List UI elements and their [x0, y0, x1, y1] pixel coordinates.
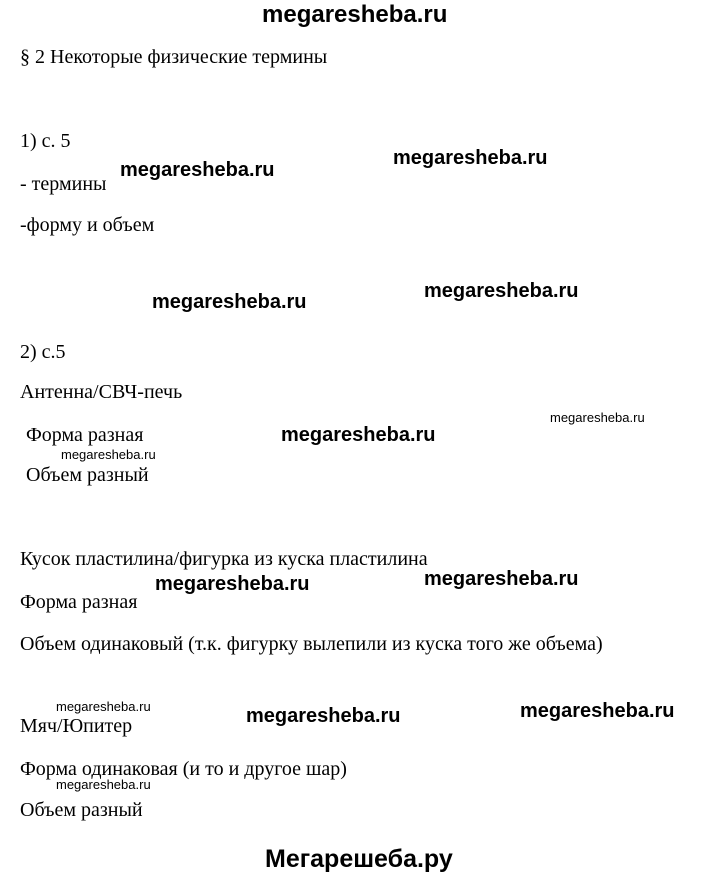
watermark: megaresheba.ru — [520, 700, 675, 722]
task2-label: 2) с.5 — [20, 341, 66, 363]
pair3-volume: Объем разный — [20, 799, 143, 821]
watermark: megaresheba.ru — [281, 424, 436, 446]
pair3-form: Форма одинаковая (и то и другое шар) — [20, 758, 347, 780]
task1-label: 1) с. 5 — [20, 130, 71, 152]
header-site-name: megaresheba.ru — [262, 1, 448, 28]
pair2-title: Кусок пластилина/фигурка из куска пластилина — [20, 548, 428, 570]
watermark: megaresheba.ru — [246, 705, 401, 727]
watermark: megaresheba.ru — [120, 159, 275, 181]
watermark: megaresheba.ru — [550, 410, 645, 425]
section-title: § 2 Некоторые физические термины — [20, 46, 328, 68]
watermark: megaresheba.ru — [424, 280, 579, 302]
pair1-title: Антенна/СВЧ-печь — [20, 381, 183, 403]
footer-brand: Мегарешеба.ру — [265, 845, 453, 873]
task1-line2: -форму и объем — [20, 214, 155, 236]
pair2-form: Форма разная — [20, 591, 138, 613]
pair3-title: Мяч/Юпитер — [20, 715, 133, 737]
pair2-volume: Объем одинаковый (т.к. фигурку вылепили из куска того же объема) — [20, 633, 603, 655]
watermark: megaresheba.ru — [393, 147, 548, 169]
pair1-form: Форма разная — [26, 424, 144, 446]
watermark: megaresheba.ru — [61, 447, 156, 462]
watermark: megaresheba.ru — [152, 291, 307, 313]
watermark: megaresheba.ru — [56, 777, 151, 792]
watermark: megaresheba.ru — [56, 699, 151, 714]
task1-line1: - термины — [20, 173, 107, 195]
watermark: megaresheba.ru — [155, 573, 310, 595]
watermark: megaresheba.ru — [424, 568, 579, 590]
pair1-volume: Объем разный — [26, 464, 149, 486]
